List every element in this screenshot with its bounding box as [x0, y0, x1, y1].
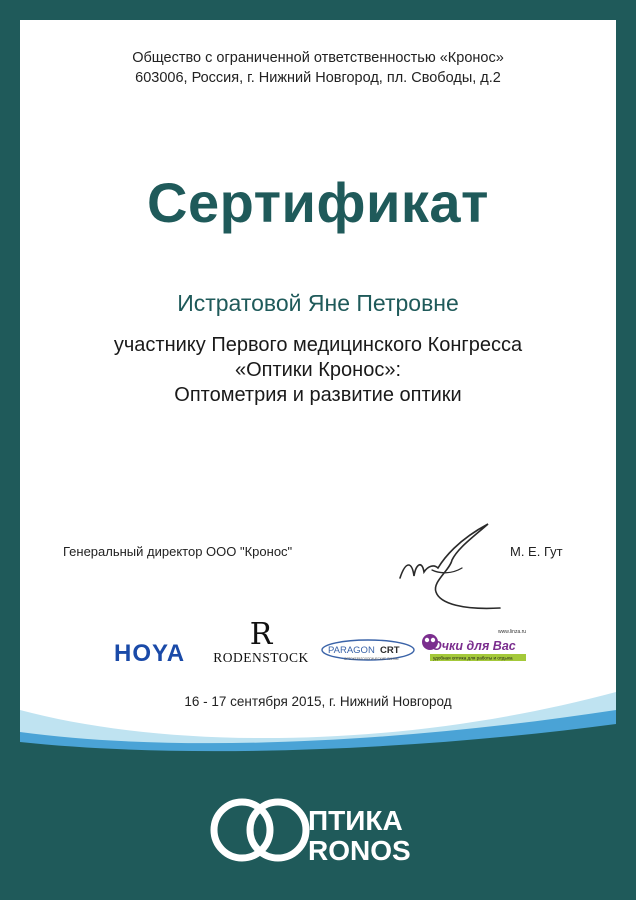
optika-kronos-logo — [210, 790, 440, 870]
ochki-name: Очки для Вас — [432, 639, 516, 653]
company-name: Общество с ограниченной ответственностью «Кронос» — [132, 50, 504, 66]
rodenstock-name: RODENSTOCK — [213, 650, 309, 665]
rodenstock-mark: R — [249, 617, 273, 652]
brand-line-2: RONOS — [308, 835, 411, 866]
description-line: участнику Первого медицинского Конгресса — [113, 334, 523, 356]
event-date-place: 16 - 17 сентября 2015, г. Нижний Новгород — [184, 694, 452, 709]
certificate-paper — [20, 20, 616, 880]
brand-line-1: ПТИКА — [308, 805, 403, 836]
signer-name: М. Е. Гут — [510, 544, 563, 559]
company-address: 603006, Россия, г. Нижний Новгород, пл. Свободы, д.2 — [135, 70, 501, 86]
crt-text: CRT — [380, 645, 400, 656]
description-line: «Оптики Кронос»: — [234, 359, 402, 381]
ochki-tagline: удобная оптика для работы и отдыха — [433, 655, 513, 661]
paragon-tagline: ОРТОКЕРАТОЛОГИЧЕСКИЕ ЛИНЗЫ — [344, 657, 399, 661]
signer-role: Генеральный директор ООО "Кронос" — [63, 544, 293, 559]
description-line: Оптометрия и развитие оптики — [174, 384, 462, 406]
hoya-logo: HOYA — [114, 640, 186, 667]
ochki-url: www.linza.ru — [498, 629, 527, 635]
certificate-title: Сертификат — [147, 171, 489, 234]
recipient-name: Истратовой Яне Петровне — [177, 290, 459, 316]
paragon-text: PARAGON — [328, 645, 375, 656]
decorative-waves — [20, 20, 616, 880]
